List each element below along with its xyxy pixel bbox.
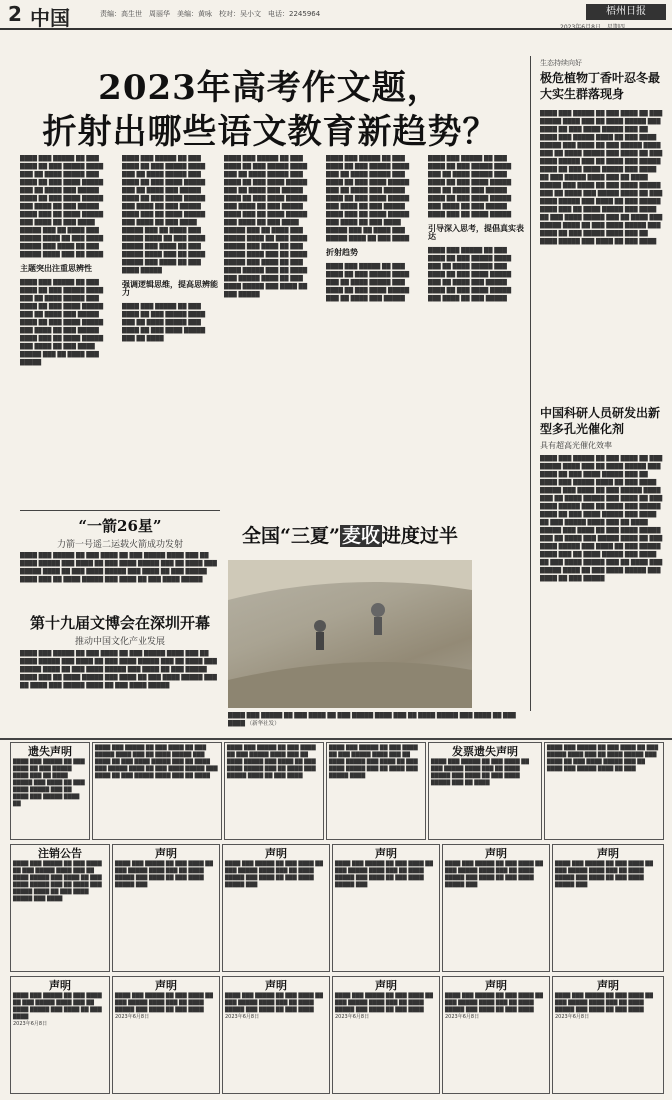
- ad-statement-4: 声明 ████ ███ █████ ██ ███ ████ ██ ███ █████ ████ ███ ██ ████ █████ ███ ████ ██ ███ ████ █████ ███: [442, 844, 550, 972]
- photo-title-post: 进度过半: [381, 525, 458, 547]
- story-divider: [20, 510, 220, 511]
- right-body-1: ████ ███ █████ ██ ███ ████ ██ ███ █████ ████ ███ ██ ████ █████ ███ ████ ██ ███ ████ █████ ███ ██ ████ ███ █████ ████ ██ ███ ████ █████ ███ ████ ██ ███ █████ ████ ███ ██ ████ █████ ███ ████ ██ ███ ████ █████ ███ ██ ████ ███ █████ ████ ██ ███ ████ █████ ███ ████ ██ ███ █████ ████ ███ ██ ████ █████ ███ ████ ██ ███ ████ █████ ███ ██ ████ ███ █████ ████ ██ ███ ████ █████ ███ ████ ██ ███ █████ ████ ███ ██ ████ █████ ███ ████ ██ ███ ████ █████ ███ ██ ████ ███ █████ ████ ██ ███ ████ █████ ███ ████ ██ ███ █████ ████ ███ ██ ████ █████ ███ ████ ██ ███ ████: [540, 111, 663, 245]
- right-kicker: 生态持续向好: [540, 59, 582, 67]
- ad-block-4: ████ ███ █████ ██ ███ ████ ██ ███ █████ ████ ███ ██ ████ █████ ███ ████ ██ ███ ████ █████ ███ ██ ████ ███ █████ ████ ██ ███: [544, 742, 664, 840]
- lead-body-col-2: ████ ███ █████ ██ ███ ████ ██ ███ █████ ████ ███ ██ ████ █████ ███ ████ ██ ███ ████ █████ ███ ██ ████ ███ █████ ████ ██ ███ ████ █████ ███ ████ ██ ███ █████ ████ ███ ██ ████ █████ ███ ████ ██ ███ ████ █████ ███ ██ ████ ███ █████ ████ ██ ███ ████ █████ ███ ████ ██ ███ █████ ████ ███ ██ ████ █████ ███ ████ ██ ███ ████ █████ 强调逻辑思维，提高思辨能力 ████ ███ █████ ██ ███ ████ ██ ███ █████ ████ ███ ██ ████ █████ ███ ████ ██ ███ ████ █████ ███ ██ ████: [122, 156, 218, 342]
- ad-statement-7: 声明 ████ ███ █████ ██ ███ ████ ██ ███ █████ ████ ███ ██ ████ █████ ███ ████ ██ ███ ████ 2023年6月8日: [112, 976, 220, 1094]
- story-body-rocket: ████ ███ █████ ██ ███ ████ ██ ███ █████ ████ ███ ██ ████ █████ ███ ████ ██ ███ ████ █████ ███ ██ ████ ███ █████ ████ ██ ███ ████ █████ ███ ████ ██ ███ █████ ████ ███ ██ ████ █████ ███ ████ ██ ███ ████ █████: [20, 553, 217, 583]
- newspaper-logo: 梧州日报: [586, 4, 666, 20]
- ad-block-3: ████ ███ █████ ██ ███ ████ ██ ███ █████ ████ ███ ██ ████ █████ ███ ████ ██ ███ ████ █████ ███ ██ ████ ███ █████ ████: [326, 742, 426, 840]
- statement-date-10: 2023年6月8日: [445, 1014, 480, 1020]
- right-body-2: ████ ███ █████ ██ ███ ████ ██ ███ █████ ████ ███ ██ ████ █████ ███ ████ ██ ███ ████ █████ ███ ██ ████ ███ █████ ████ ██ ███ ████ █████ ███ ████ ██ ███ █████ ████ ███ ██ ████ █████ ███ ████ ██ ███ ████ █████ ███ ██ ████ ███ █████ ████ ██ ███ ████ █████ ███ ████ ██ ███ █████ ████ ███ ██ ████ █████ ███ ████ ██ ███ ████ █████ ███ ██ ████ ███ █████ ████ ██ ███ ████ █████ ███ ████ ██ ███ █████ ████ ███ ██ ████ █████ ███ ████ ██ ███ ████ █████ ███ ██ ████ ███ █████ ████ ██ ███ ████ █████ ███ ████ ██ ███ █████: [540, 456, 663, 582]
- ad-cancel-title: 注销公告: [38, 847, 82, 860]
- ad-cancel-notice: 注销公告 ████ ███ █████ ██ ███ ████ ██ ███ █████ ████ ███ ██ ████ █████ ███ ████ ██ ███ ████ █████ ███ ██ ████ ███ █████ ████ ██ ███ ████ █████ ███ ████: [10, 844, 110, 972]
- ad-lost-notice: 遗失声明 ████ ███ █████ ██ ███ ████ ██ ███ █████ ████ ███ ██ ████ █████ ███ ████ ██ ███ ████ █████ ███ ██ ████ ███ █████ ████ ██: [10, 742, 90, 840]
- photo-credit: 新华社发: [252, 721, 275, 727]
- statement-title-1: 声明: [155, 847, 177, 860]
- issue-date: 2023年6月8日 星期四: [560, 24, 625, 31]
- statement-title-4: 声明: [485, 847, 507, 860]
- ads-divider: [0, 738, 672, 740]
- story-subtitle-expo: 推动中国文化产业发展: [74, 637, 165, 647]
- story-title-expo: 第十九届文博会在深圳开幕: [29, 614, 210, 632]
- statement-date-7: 2023年6月8日: [115, 1014, 150, 1020]
- lead-headline-2: 折射出哪些语文教育新趋势？: [42, 112, 498, 152]
- ad-lost-title: 遗失声明: [28, 745, 72, 758]
- photo-title-pre: 全国“三夏”: [242, 525, 340, 547]
- column-divider: [530, 56, 531, 711]
- statement-title-7: 声明: [155, 979, 177, 992]
- ad-statement-3: 声明 ████ ███ █████ ██ ███ ████ ██ ███ █████ ████ ███ ██ ████ █████ ███ ████ ██ ███ ████ █████ ███: [332, 844, 440, 972]
- statement-title-3: 声明: [375, 847, 397, 860]
- lead-body-col-5: ████ ███ █████ ██ ███ ████ ██ ███ █████ ████ ███ ██ ████ █████ ███ ████ ██ ███ ████ █████ ███ ██ ████ ███ █████ ████ ██ ███ ████ █████ ███ ████ ██ ███ █████ ████ ███ ██ ████ █████ 引导深入思考，提倡真实表达 ████ ███ █████ ██ ███ ████ ██ ███ █████ ████ ███ ██ ████ █████ ███ ████ ██ ███ ████ █████ ███ ██ ████ ███ █████ ████ ██ ███ ████ █████ ███ ████ ██ ███ █████: [428, 156, 524, 302]
- harvest-photo-image: [228, 560, 472, 708]
- ad-statement-6: 声明 ████ ███ █████ ██ ███ ████ ██ ███ █████ ████ ███ ██ ████ █████ ███ ████ ██ ███ ████ 2023年6月8日: [10, 976, 110, 1094]
- ad-statement-9: 声明 ████ ███ █████ ██ ███ ████ ██ ███ █████ ████ ███ ██ ████ █████ ███ ████ ██ ███ ████ 2023年6月8日: [332, 976, 440, 1094]
- ad-invoice-title: 发票遗失声明: [452, 745, 518, 758]
- ad-statement-5: 声明 ████ ███ █████ ██ ███ ████ ██ ███ █████ ████ ███ ██ ████ █████ ███ ████ ██ ███ ████ █████ ███: [552, 844, 664, 972]
- right-title-2: 中国科研人员研发出新型多孔光催化剂: [540, 406, 661, 436]
- story-title-rocket: “一箭26星”: [78, 517, 162, 535]
- subhead-1: 主题突出注重思辨性: [20, 264, 92, 273]
- ad-invoice-lost: 发票遗失声明 ████ ███ █████ ██ ███ ████ ██ ███ █████ ████ ███ ██ ████ █████ ███ ████ ██ ███ ████ █████ ███ ██ ████: [428, 742, 542, 840]
- right-title-1: 极危植物丁香叶忍冬最大实生群落现身: [540, 71, 661, 101]
- photo-caption: ████ ███ █████ ██ ███ ████ ██ ███ █████ ████ ███ ██ ████ █████ ███ ████ ██ ███ ████ （新华社发）: [228, 713, 516, 727]
- statement-title-10: 声明: [485, 979, 507, 992]
- statement-date-11: 2023年6月8日: [555, 1014, 590, 1020]
- harvest-photo: [228, 560, 472, 708]
- lead-body-col-1: ████ ███ █████ ██ ███ ████ ██ ███ █████ ████ ███ ██ ████ █████ ███ ████ ██ ███ ████ █████ ███ ██ ████ ███ █████ ████ ██ ███ ████ █████ ███ ████ ██ ███ █████ ████ ███ ██ ████ █████ ███ ████ ██ ███ ████ █████ ███ ██ ████ ███ █████ ████ ██ ███ ████ █████ ███ ████ ██ ███ █████ ████ ███ ██ ████ 主题突出注重思辨性 ████ ███ █████ ██ ███ ████ ██ ███ █████ ████ ███ ██ ████ █████ ███ ████ ██ ███ ████ █████ ███ ██ ████ ███ █████ ████ ██ ███ ████ █████ ███ ████ ██ ███ █████ ████ ███ ██ ████ █████ ███ ████ ██ ███ ████ █████ ███ ██ ████ ███ █████: [20, 155, 116, 475]
- right-subtitle-2: 具有超高光催化效率: [540, 441, 612, 450]
- statement-date-6: 2023年6月8日: [13, 1021, 48, 1027]
- photo-title-highlight: 麦收: [341, 525, 380, 547]
- statement-title-8: 声明: [265, 979, 287, 992]
- story-body-expo: ████ ███ █████ ██ ███ ████ ██ ███ █████ ████ ███ ██ ████ █████ ███ ████ ██ ███ ████ █████ ███ ██ ████ ███ █████ ████ ██ ███ ████ █████ ███ ████ ██ ███ █████ ████ ███ ██ ████ █████ ███ ████ ██ ███ ████ █████ ███ ██ ████ ███ █████ ████ ██ ███ ████ █████: [20, 651, 217, 689]
- lead-headline-1: 2023年高考作文题，: [98, 68, 442, 108]
- statement-title-6: 声明: [49, 979, 71, 992]
- editors-line: 责编：高生世 周丽华 美编：黄咏 校对：吴小文 电话：2245964: [100, 10, 321, 18]
- statement-title-2: 声明: [265, 847, 287, 860]
- lead-body-col-3: ████ ███ █████ ██ ███ ████ ██ ███ █████ ████ ███ ██ ████ █████ ███ ████ ██ ███ ████ █████ ███ ██ ████ ███ █████ ████ ██ ███ ████ █████ ███ ████ ██ ███ █████ ████ ███ ██ ████ █████ ███ ████ ██ ███ ████ █████ ███ ██ ████ ███ █████ ████ ██ ███ ████ █████ ███ ████ ██ ███ █████ ████ ███ ██ ████ █████ ███ ████ ██ ███ ████ █████ ███ ██ ████ ███ █████ ████ ██ ███ ████ █████ ███ ████ ██ ███ █████: [224, 156, 308, 298]
- statement-title-11: 声明: [597, 979, 619, 992]
- statement-date-9: 2023年6月8日: [335, 1014, 370, 1020]
- page-number: 2: [8, 2, 22, 26]
- photo-story-title: [228, 521, 472, 548]
- subhead-3: 强调逻辑思维，提高思辨能力: [122, 280, 218, 297]
- ad-block-1: ████ ███ █████ ██ ███ ████ ██ ███ █████ ████ ███ ██ ████ █████ ███ ████ ██ ███ ████ █████ ███ ██ ████ ███ █████ ████ ██ ███ ████ █████ ███ ████ ██ ███ █████ ████ ███ ██ ████: [92, 742, 222, 840]
- ad-statement-8: 声明 ████ ███ █████ ██ ███ ████ ██ ███ █████ ████ ███ ██ ████ █████ ███ ████ ██ ███ ████ 2023年6月8日: [222, 976, 330, 1094]
- story-subtitle-rocket: 力箭一号遥二运载火箭成功发射: [56, 540, 183, 550]
- subhead-2: 引导深入思考，提倡真实表达: [428, 224, 524, 241]
- statement-title-9: 声明: [375, 979, 397, 992]
- ad-statement-10: 声明 ████ ███ █████ ██ ███ ████ ██ ███ █████ ████ ███ ██ ████ █████ ███ ████ ██ ███ ████ 2023年6月8日: [442, 976, 550, 1094]
- statement-title-5: 声明: [597, 847, 619, 860]
- ad-statement-1: 声明 ████ ███ █████ ██ ███ ████ ██ ███ █████ ████ ███ ██ ████ █████ ███ ████ ██ ███ ████ █████ ███: [112, 844, 220, 972]
- section-title: 中国: [30, 6, 70, 30]
- ad-block-2: ████ ███ █████ ██ ███ ████ ██ ███ █████ ████ ███ ██ ████ █████ ███ ████ ██ ███ ████ █████ ███ ██ ████ ███ █████ ████ ██ ███ ████: [224, 742, 324, 840]
- ad-statement-2: 声明 ████ ███ █████ ██ ███ ████ ██ ███ █████ ████ ███ ██ ████ █████ ███ ████ ██ ███ ████ █████ ███: [222, 844, 330, 972]
- ad-statement-11: 声明 ████ ███ █████ ██ ███ ████ ██ ███ █████ ████ ███ ██ ████ █████ ███ ████ ██ ███ ████ 2023年6月8日: [552, 976, 664, 1094]
- statement-date-8: 2023年6月8日: [225, 1014, 260, 1020]
- lead-body-col-4: ████ ███ █████ ██ ███ ████ ██ ███ █████ ████ ███ ██ ████ █████ ███ ████ ██ ███ ████ █████ ███ ██ ████ ███ █████ ████ ██ ███ ████ █████ ███ ████ ██ ███ █████ ████ ███ ██ ████ █████ ███ ████ ██ ███ ████ █████ ███ ██ ████ ███ █████ ████ ██ ███ ████ 折射趋势 ████ ███ █████ ██ ███ ████ ██ ███ █████ ████ ███ ██ ████ █████ ███ ████ ██ ███ ████ █████ ███ ██ ████ ███ █████: [326, 155, 422, 510]
- subhead-4: 折射趋势: [326, 248, 358, 257]
